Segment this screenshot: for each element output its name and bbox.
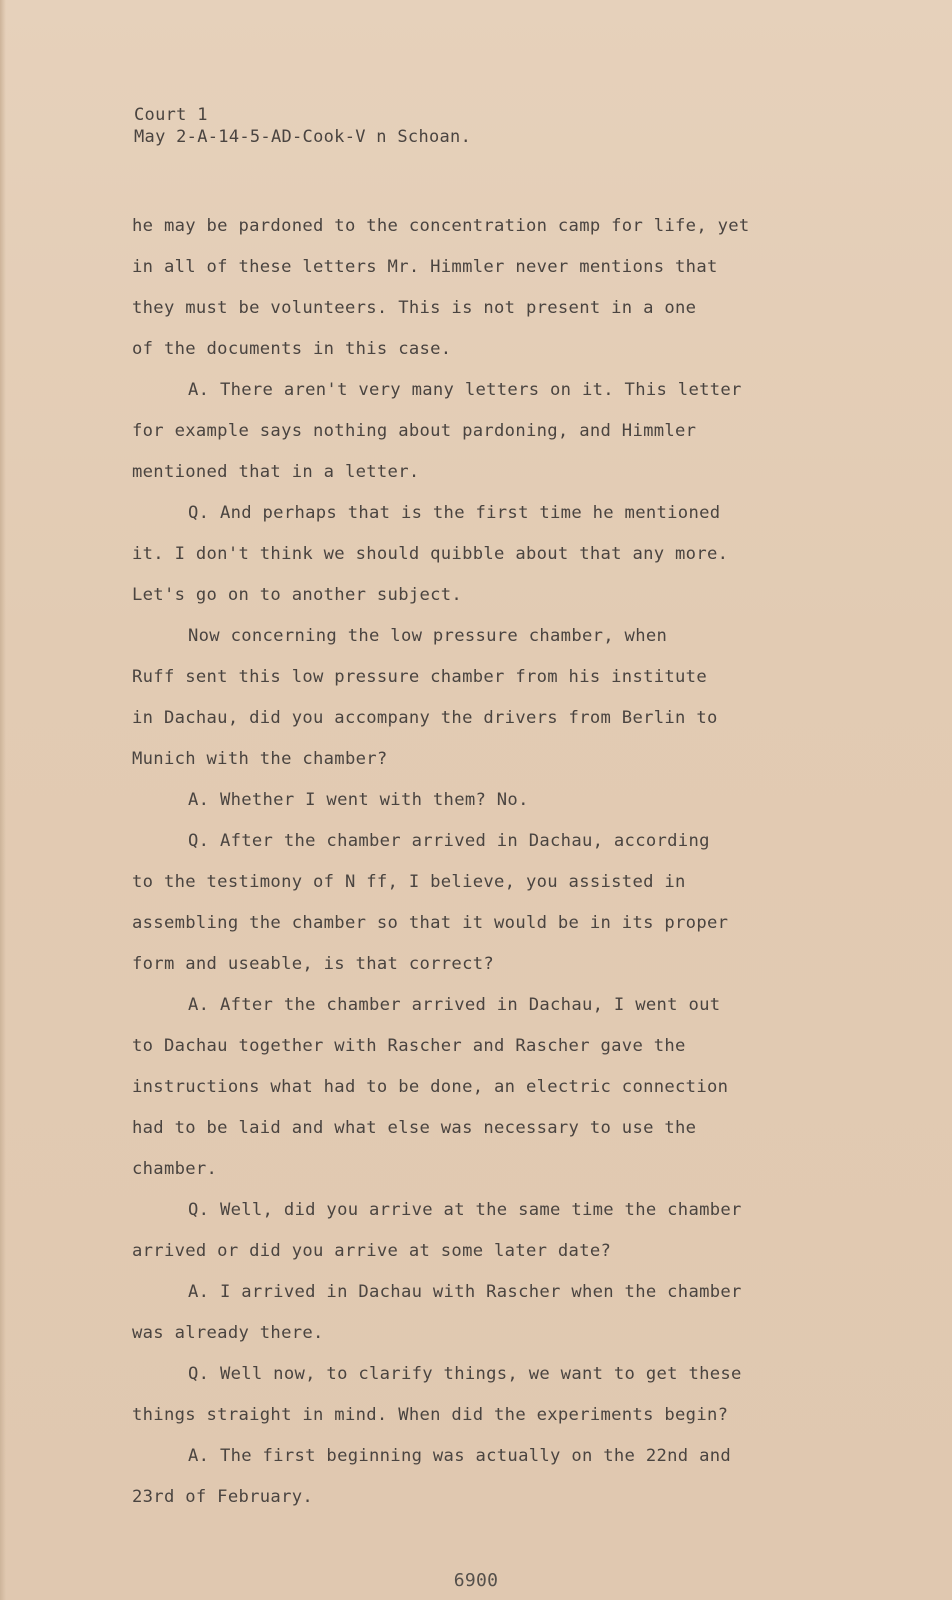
transcript-body <box>132 206 912 1518</box>
transcript-line: A. There aren't very many letters on it. This letter <box>188 380 742 400</box>
transcript-line: assembling the chamber so that it would be in its proper <box>132 913 729 933</box>
transcript-line: to the testimony of N ff, I believe, you assisted in <box>132 872 686 892</box>
transcript-line: A. After the chamber arrived in Dachau, I went out <box>188 995 721 1015</box>
transcript-line: he may be pardoned to the concentration camp for life, yet <box>132 216 750 236</box>
transcript-line: in Dachau, did you accompany the drivers from Berlin to <box>132 708 718 728</box>
transcript-line: A. I arrived in Dachau with Rascher when the chamber <box>188 1282 742 1302</box>
transcript-line: Q. And perhaps that is the first time he mentioned <box>188 503 721 523</box>
transcript-line: Let's go on to another subject. <box>132 585 463 605</box>
transcript-line: was already there. <box>132 1323 324 1343</box>
transcript-line: in all of these letters Mr. Himmler never mentions that <box>132 257 718 277</box>
transcript-line: for example says nothing about pardoning, and Himmler <box>132 421 697 441</box>
transcript-line: Q. Well now, to clarify things, we want to get these <box>188 1364 742 1384</box>
transcript-line: mentioned that in a letter. <box>132 462 420 482</box>
transcript-line: they must be volunteers. This is not present in a one <box>132 298 697 318</box>
transcript-line: Ruff sent this low pressure chamber from his institute <box>132 667 707 687</box>
transcript-line: to Dachau together with Rascher and Rascher gave the <box>132 1036 686 1056</box>
transcript-line: Now concerning the low pressure chamber, when <box>188 626 668 646</box>
transcript-line: arrived or did you arrive at some later date? <box>132 1241 612 1261</box>
transcript-line: things straight in mind. When did the experiments begin? <box>132 1405 729 1425</box>
transcript-line: form and useable, is that correct? <box>132 954 495 974</box>
document-header <box>134 104 471 148</box>
transcript-line: instructions what had to be done, an electric connection <box>132 1077 729 1097</box>
transcript-line: of the documents in this case. <box>132 339 452 359</box>
transcript-line: it. I don't think we should quibble about that any more. <box>132 544 729 564</box>
transcript-line: Q. After the chamber arrived in Dachau, according <box>188 831 710 851</box>
transcript-line: 23rd of February. <box>132 1487 314 1507</box>
session-reference: May 2-A-14-5-AD-Cook-V n Schoan. <box>134 127 472 147</box>
transcript-line: A. Whether I went with them? No. <box>188 790 529 810</box>
transcript-line: had to be laid and what else was necessary to use the <box>132 1118 697 1138</box>
page-number: 6900 <box>453 1570 499 1591</box>
transcript-line: Q. Well, did you arrive at the same time the chamber <box>188 1200 742 1220</box>
transcript-line: A. The first beginning was actually on the 22nd and <box>188 1446 732 1466</box>
court-label: Court 1 <box>134 105 208 125</box>
transcript-line: Munich with the chamber? <box>132 749 388 769</box>
transcript-line: chamber. <box>132 1159 218 1179</box>
